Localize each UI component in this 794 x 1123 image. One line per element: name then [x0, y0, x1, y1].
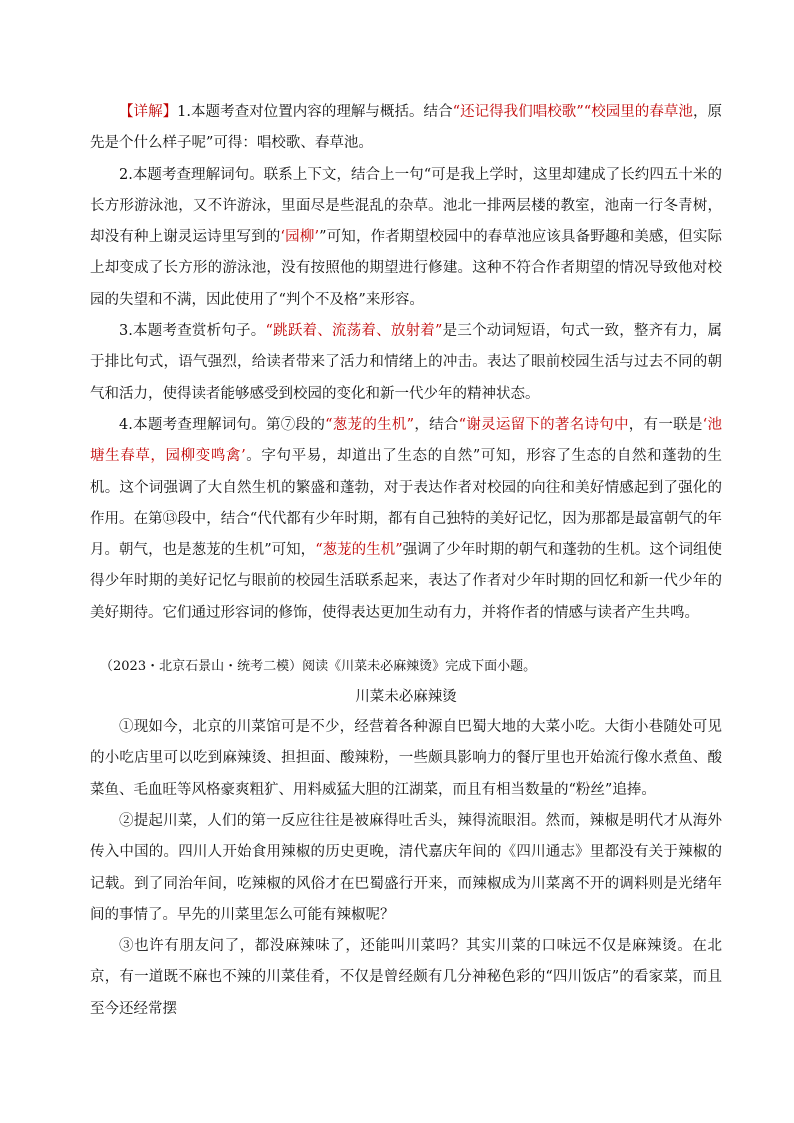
section-spacer: [90, 629, 722, 652]
quoted-text: “葱茏的生机”: [325, 416, 415, 433]
quoted-text: ‘园柳’: [280, 229, 320, 246]
analysis-text: 是三个动词短语，句式一致，整齐有力，属于排比句式，语气强烈，给读者带来了活力和情绪上的冲击。表达了眼前校园生活与过去不同的朝气和活力，使得读者能够感受到校园的变化和新一代少年的精神状态。: [90, 323, 723, 402]
analysis-paragraph-2: [90, 160, 722, 316]
quoted-text: “谢灵运留下的著名诗句中: [458, 416, 629, 433]
quoted-text: “跳跃着、流荡着、放射着”: [265, 323, 443, 340]
analysis-text: 2.本题考查理解词句。联系上下文，结合上一句“可是我上学时，这里却建成了长约四五十米的长方形游泳池，又不许游泳，里面尽是些混乱的杂草。池北一排两层楼的教室，池南一行冬青树，却没有种上谢灵运诗里写到的: [90, 166, 722, 246]
article-paragraph-1: ①现如今，北京的川菜馆可是不少，经营着各种源自巴蜀大地的大菜小吃。大街小巷随处可见的小吃店里可以吃到麻辣烫、担担面、酸辣粉，一些颇具影响力的餐厅里也开始流行像水煮鱼、酸菜鱼、毛血旺等风格豪爽粗犷、用料威猛大胆的江湖菜，而且有相当数量的“粉丝”追捧。: [90, 719, 722, 798]
analysis-text: 4.本题考查理解词句。第⑦段的: [119, 416, 326, 433]
analysis-text: 3.本题考查赏析句子。: [119, 323, 266, 340]
page-content: [90, 97, 722, 1025]
question-source: （2023・北京石景山・统考二模）阅读《川菜未必麻辣烫》完成下面小题。: [100, 659, 537, 675]
analysis-paragraph-4: [90, 410, 722, 629]
quoted-text: “葱茏的生机”: [315, 542, 403, 559]
quoted-text: ‘池塘生春草，园柳变鸣禽’: [90, 416, 723, 465]
article-paragraph-2: ②提起川菜，人们的第一反应往往是被麻得吐舌头，辣得流眼泪。然而，辣椒是明代才从海外传入中国的。四川人开始食用辣椒的历史更晚，清代嘉庆年间的《四川通志》里都没有关于辣椒的记载。到了同治年间，吃辣椒的风俗才在巴蜀盛行开来，而辣椒成为川菜离不开的调料则是光绪年间的事情了。早先的川菜里怎么可能有辣椒呢？: [90, 812, 722, 923]
quoted-text: “还记得我们唱校歌”“校园里的春草池: [452, 104, 693, 120]
article-title: 川菜未必麻辣烫: [355, 689, 457, 706]
article-paragraph-3: ③也许有朋友问了，都没麻辣味了，还能叫川菜吗？其实川菜的口味远不仅是麻辣烫。在北京，有一道既不麻也不辣的川菜佳肴，不仅是曾经颇有几分神秘色彩的“四川饭店”的看家菜，而且至今还经常摆: [90, 938, 722, 1017]
analysis-label: 【详解】: [119, 104, 178, 120]
analysis-paragraph-3: [90, 316, 722, 410]
analysis-text: ，结合: [414, 416, 459, 433]
analysis-text: 强调了少年时期的朝气和蓬勃的生机。这个词组使得少年时期的美好记忆与眼前的校园生活联系起来，表达了作者对少年时期的回忆和新一代少年的美好期待。它们通过形容词的修饰，使得表达更加生动有力，并将作者的情感与读者产生共鸣。: [90, 542, 722, 621]
analysis-text: 1.本题考查对位置内容的理解与概括。结合: [177, 104, 453, 120]
analysis-paragraph-1: [90, 97, 722, 160]
analysis-text: ”可知，作者期望校园中的春草池应该具备野趣和美感，但实际上却变成了长方形的游泳池，没有按照他的期望进行修建。这种不符合作者期望的情况导致他对校园的失望和不满，因此使用了“判个不及格”来形容。: [90, 229, 722, 308]
analysis-text: 。字句平易，却道出了生态的自然”可知，形容了生态的自然和蓬勃的生机。这个词强调了大自然生机的繁盛和蓬勃，对于表达作者对校园的向往和美好情感起到了强化的作用。在第⑬段中，结合“代代都有少年时期，都有自己独特的美好记忆，因为那都是最富朝气的年月。朝气，也是葱茏的生机”可知，: [90, 448, 723, 559]
analysis-text: ，原先是个什么样子呢”可得：唱校歌、春草池。: [90, 104, 722, 152]
analysis-text: ，有一联是: [628, 416, 703, 433]
